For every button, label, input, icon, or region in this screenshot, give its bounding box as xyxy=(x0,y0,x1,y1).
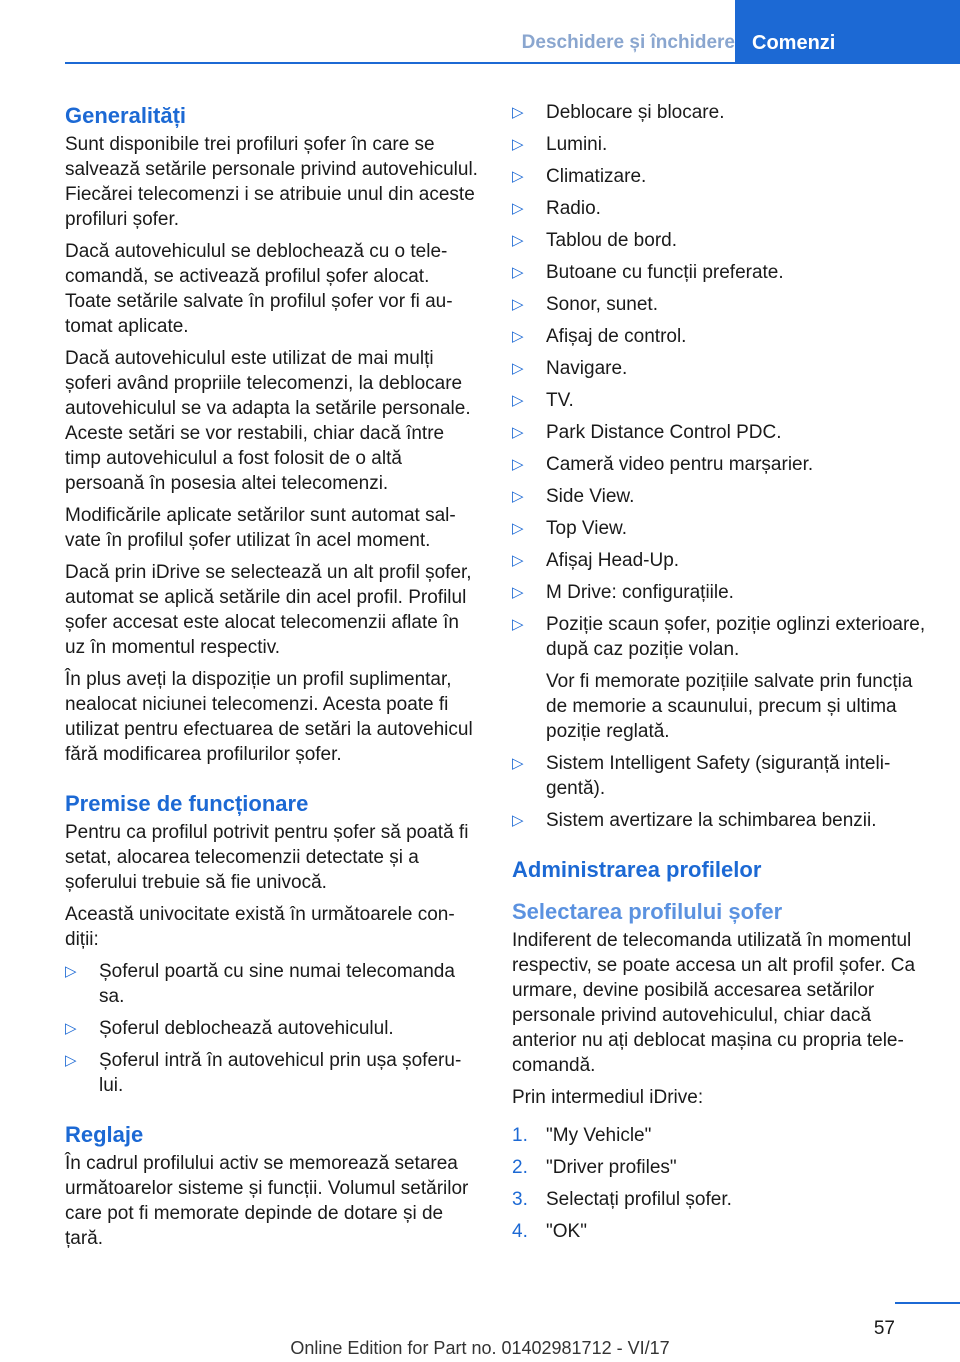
section-title-administrarea: Administrarea profilelor xyxy=(512,857,762,882)
page-header xyxy=(65,0,960,64)
section-title-generalitati: Generalități xyxy=(65,103,187,128)
list-item: ▷ Afișaj de control. xyxy=(512,326,687,347)
list-item: ▷ Deblocare și blocare. xyxy=(512,102,725,123)
triangle-bullet-icon: ▷ xyxy=(512,520,524,537)
subsection-title-selectarea: Selectarea profilului șofer xyxy=(512,899,783,924)
list-item: ▷ TV. xyxy=(512,390,574,411)
list-item: ▷ Șoferul poartă cu sine numai telecomanda sa. xyxy=(65,961,455,1007)
list-item: ▷ Climatizare. xyxy=(512,166,647,187)
paragraph: Dacă prin iDrive se selectează un alt profil șofer, automat se aplică setările din acel profil. Profilul șofer accesat este alocat telecomenzii aflate în uz în momentul respectiv. xyxy=(65,562,472,658)
list-item: ▷ Park Distance Control PDC. xyxy=(512,422,782,443)
triangle-bullet-icon: ▷ xyxy=(512,264,524,281)
section-title-premise: Premise de funcționare xyxy=(65,791,309,816)
triangle-bullet-icon: ▷ xyxy=(512,812,524,829)
triangle-bullet-icon: ▷ xyxy=(512,552,524,569)
list-item: ▷ Tablou de bord. xyxy=(512,230,677,251)
list-item: ▷ Top View. xyxy=(512,518,627,539)
triangle-bullet-icon: ▷ xyxy=(65,1052,77,1069)
list-item: ▷ Șoferul intră în autovehicul prin ușa șoferului. xyxy=(65,1050,462,1096)
triangle-bullet-icon: ▷ xyxy=(65,963,77,980)
chapter-tab: Comenzi xyxy=(735,0,960,62)
triangle-bullet-icon: ▷ xyxy=(512,104,524,121)
triangle-bullet-icon: ▷ xyxy=(65,1020,77,1037)
list-item: ▷ Sonor, sunet. xyxy=(512,294,658,315)
triangle-bullet-icon: ▷ xyxy=(512,200,524,217)
triangle-bullet-icon: ▷ xyxy=(512,296,524,313)
triangle-bullet-icon: ▷ xyxy=(512,424,524,441)
step-number: 2. xyxy=(512,1157,528,1178)
list-item: ▷ Poziție scaun șofer, poziție oglinzi exterioare, după caz poziție volan. Vor fi memorate pozițiile salvate prin funcția de memorie a scaunului, precum și ultima poziție reglată. xyxy=(512,612,928,744)
list-item: ▷ Navigare. xyxy=(512,358,628,379)
list-item: ▷ Side View. xyxy=(512,486,635,507)
list-item: ▷ Lumini. xyxy=(512,134,608,155)
footer-rule xyxy=(895,1302,960,1304)
triangle-bullet-icon: ▷ xyxy=(512,168,524,185)
triangle-bullet-icon: ▷ xyxy=(512,360,524,377)
paragraph: Dacă autovehiculul este utilizat de mai mulți șoferi având propriile telecomenzi, la deblocare autovehiculul se va adapta la setările personale. Aceste setări se vor restabili, chiar dacă între timp autovehiculul a fost folosit de o altă persoană în posesia altei telecomenzi. xyxy=(65,348,471,494)
triangle-bullet-icon: ▷ xyxy=(512,232,524,249)
paragraph: În cadrul profilului activ se memorează setarea următoarelor sisteme și funcții. Volumul setărilor care pot fi memorate depinde de dotare și de țară. xyxy=(65,1153,469,1249)
triangle-bullet-icon: ▷ xyxy=(512,456,524,473)
steps-list xyxy=(512,1123,928,1244)
premise-list xyxy=(65,959,479,1098)
list-item-note: Vor fi memorate pozițiile salvate prin funcția de memorie a scaunului, precum și ultima poziție reglată. xyxy=(546,671,913,742)
page-number: 57 xyxy=(873,1318,895,1339)
triangle-bullet-icon: ▷ xyxy=(512,616,524,633)
footer-edition: Online Edition for Part no. 01402981712 - VI/17 xyxy=(290,1338,670,1358)
list-item: ▷ Afișaj Head-Up. xyxy=(512,550,680,571)
paragraph: Dacă autovehiculul se deblochează cu o telecomandă, se activează profilul șofer alocat. Toate setările salvate în profilul șofer vor fi automat aplicate. xyxy=(65,241,453,337)
paragraph: Indiferent de telecomanda utilizată în momentul respectiv, se poate accesa un alt profil șofer. Ca urmare, devine posibilă accesarea setărilor personale privind autovehiculul, chiar dacă anterior nu ați deblocat mașina cu propria telecomandă. xyxy=(512,930,916,1076)
step-number: 1. xyxy=(512,1125,528,1146)
list-item: ▷ Radio. xyxy=(512,198,601,219)
section-tab: Deschidere și închidere xyxy=(521,32,735,53)
step-number: 4. xyxy=(512,1221,528,1242)
triangle-bullet-icon: ▷ xyxy=(512,488,524,505)
step-item: 4. "OK" xyxy=(512,1221,587,1242)
paragraph: Această univocitate există în următoarele condiții: xyxy=(65,904,455,950)
list-item: ▷ Sistem Intelligent Safety (siguranță inteligentă). xyxy=(512,753,891,799)
paragraph: Pentru ca profilul potrivit pentru șofer să poată fi setat, alocarea telecomenzii detectate și a șoferului trebuie să fie univocă. xyxy=(65,822,469,893)
step-item: 1. "My Vehicle" xyxy=(512,1125,652,1146)
step-item: 2. "Driver profiles" xyxy=(512,1157,677,1178)
triangle-bullet-icon: ▷ xyxy=(512,755,524,772)
triangle-bullet-icon: ▷ xyxy=(512,136,524,153)
paragraph: Modificările aplicate setărilor sunt automat salvate în profilul șofer utilizat în acel moment. xyxy=(65,505,456,551)
right-column xyxy=(512,100,928,1251)
list-item: ▷ Butoane cu funcții preferate. xyxy=(512,262,784,283)
triangle-bullet-icon: ▷ xyxy=(512,584,524,601)
list-item: ▷ M Drive: configurațiile. xyxy=(512,582,734,603)
triangle-bullet-icon: ▷ xyxy=(512,392,524,409)
paragraph: Prin intermediul iDrive: xyxy=(512,1087,704,1108)
triangle-bullet-icon: ▷ xyxy=(512,328,524,345)
left-column xyxy=(65,100,479,1258)
step-item: 3. Selectați profilul șofer. xyxy=(512,1189,732,1210)
settings-list xyxy=(512,100,928,833)
list-item: ▷ Șoferul deblochează autovehiculul. xyxy=(65,1018,394,1039)
list-item: ▷ Cameră video pentru marșarier. xyxy=(512,454,814,475)
section-title-reglaje: Reglaje xyxy=(65,1122,144,1147)
list-item: ▷ Sistem avertizare la schimbarea benzii. xyxy=(512,810,877,831)
paragraph: În plus aveți la dispoziție un profil suplimentar, nealocat niciunei telecomenzi. Acesta poate fi utilizat pentru efectuarea de setări la autovehicul fără modificarea profilurilor șofer. xyxy=(65,669,473,765)
step-number: 3. xyxy=(512,1189,528,1210)
paragraph: Sunt disponibile trei profiluri șofer în care se salvează setările personale privind autovehiculul. Fiecărei telecomenzi i se atribuie unul din aceste profiluri șofer. xyxy=(65,134,478,230)
